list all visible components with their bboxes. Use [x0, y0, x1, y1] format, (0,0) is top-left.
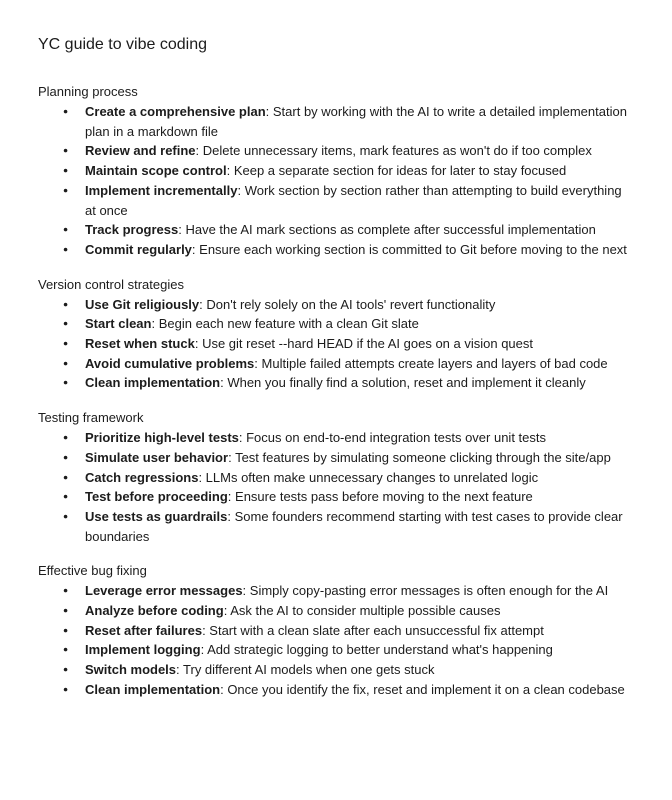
bullet-label: Commit regularly — [85, 241, 192, 257]
section-version-control-strategies — [38, 275, 634, 394]
bullet-desc: Start by working with the AI to write a detailed implementation plan in a markdown file — [85, 104, 627, 139]
bullet-separator: : — [176, 662, 184, 678]
list-item — [85, 487, 634, 507]
bullet-desc: Ask the AI to consider multiple possible causes — [230, 603, 501, 619]
list-item — [85, 640, 634, 660]
bullet-separator: : — [191, 241, 200, 257]
list-item — [85, 141, 634, 161]
bullet-desc: Multiple failed attempts create layers and layers of bad code — [261, 355, 608, 371]
list-item — [85, 601, 634, 621]
list-item — [85, 373, 634, 393]
bullet-separator: : — [228, 449, 236, 465]
section-planning-process — [38, 82, 634, 260]
section-heading: Effective bug fixing — [38, 563, 147, 579]
bullet-label: Maintain scope control — [85, 163, 227, 179]
list-item — [85, 334, 634, 354]
bullet-label: Reset when stuck — [85, 336, 195, 352]
bullet-list — [38, 295, 634, 394]
bullet-list — [38, 102, 634, 260]
list-item — [85, 468, 634, 488]
bullet-separator: : — [265, 104, 273, 119]
section-heading: Planning process — [38, 84, 138, 99]
bullet-list — [38, 428, 634, 546]
bullet-label: Leverage error messages — [85, 583, 243, 599]
bullet-desc: Keep a separate section for ideas for later to stay focused — [233, 163, 567, 179]
list-item — [85, 220, 634, 240]
bullet-desc: Delete unnecessary items, mark features as won't do if too complex — [202, 143, 592, 159]
bullet-label: Switch models — [85, 662, 177, 678]
section-heading: Testing framework — [38, 410, 144, 426]
bullet-desc: Begin each new feature with a clean Git slate — [158, 316, 419, 332]
list-item — [85, 621, 634, 641]
bullet-label: Clean implementation — [85, 375, 221, 391]
page-title: YC guide to vibe coding — [38, 36, 207, 53]
bullet-desc: Work section by section rather than attempting to build everything at once — [85, 182, 622, 218]
list-item — [85, 295, 634, 315]
bullet-separator: : — [151, 316, 159, 332]
bullet-separator: : — [199, 296, 207, 312]
bullet-separator: : — [200, 642, 208, 658]
bullet-separator: : — [254, 355, 262, 371]
bullet-separator: : — [237, 182, 245, 198]
bullet-label: Implement logging — [85, 642, 201, 658]
bullet-separator: : — [223, 603, 231, 619]
list-item — [85, 181, 634, 220]
bullet-label: Simulate user behavior — [85, 449, 229, 465]
bullet-desc: Try different AI models when one gets stuck — [183, 662, 435, 678]
list-item — [85, 507, 634, 546]
bullet-desc: Use git reset --hard HEAD if the AI goes on a vision quest — [202, 336, 534, 352]
bullet-separator: : — [242, 583, 250, 599]
bullet-desc: Don't rely solely on the AI tools' revert functionality — [206, 296, 496, 312]
section-testing-framework — [38, 408, 634, 546]
bullet-label: Review and refine — [85, 143, 196, 159]
list-item — [85, 354, 634, 374]
list-item — [85, 102, 634, 141]
bullet-label: Use Git religiously — [85, 296, 200, 312]
bullet-desc: Focus on end-to-end integration tests over unit tests — [246, 430, 546, 446]
bullet-desc: Once you identify the fix, reset and implement it on a clean codebase — [227, 681, 625, 697]
bullet-separator: : — [227, 489, 236, 505]
bullet-desc: Simply copy-pasting error messages is often enough for the AI — [249, 583, 609, 599]
bullet-label: Implement incrementally — [85, 182, 238, 198]
section-heading: Version control strategies — [38, 276, 184, 292]
list-item — [85, 314, 634, 334]
bullet-label: Avoid cumulative problems — [85, 355, 255, 371]
bullet-separator: : — [226, 163, 234, 179]
list-item — [85, 660, 634, 680]
bullet-separator: : — [198, 469, 206, 485]
bullet-separator: : — [194, 336, 203, 352]
bullet-desc: Add strategic logging to better understand what's happening — [207, 642, 553, 658]
bullet-label: Test before proceeding — [85, 489, 228, 505]
bullet-separator: : — [227, 508, 235, 524]
list-item — [85, 581, 634, 601]
list-item — [85, 680, 634, 700]
bullet-list — [38, 581, 634, 699]
bullet-label: Start clean — [85, 316, 152, 332]
list-item — [85, 161, 634, 181]
list-item — [85, 240, 634, 260]
bullet-label: Prioritize high-level tests — [85, 430, 239, 446]
bullet-label: Catch regressions — [85, 469, 199, 485]
bullet-desc: Start with a clean slate after each unsuccessful fix attempt — [209, 622, 544, 638]
bullet-desc: Have the AI mark sections as complete after successful implementation — [185, 222, 596, 238]
bullet-label: Use tests as guardrails — [85, 508, 228, 524]
bullet-label: Clean implementation — [85, 681, 221, 697]
bullet-label: Create a comprehensive plan — [85, 104, 266, 119]
bullet-label: Reset after failures — [85, 622, 203, 638]
bullet-separator: : — [220, 681, 228, 697]
bullet-desc: Some founders recommend starting with test cases to provide clear boundaries — [85, 508, 623, 544]
list-item — [85, 448, 634, 468]
bullet-desc: When you finally find a solution, reset and implement it cleanly — [227, 375, 586, 391]
bullet-separator: : — [220, 375, 228, 391]
bullet-label: Track progress — [85, 222, 179, 238]
bullet-desc: Ensure each working section is committed to Git before moving to the next — [199, 241, 627, 257]
bullet-desc: Ensure tests pass before moving to the next feature — [235, 489, 533, 505]
list-item — [85, 428, 634, 448]
bullet-desc: LLMs often make unnecessary changes to unrelated logic — [205, 469, 539, 485]
bullet-desc: Test features by simulating someone clicking through the site/app — [235, 449, 611, 465]
bullet-separator: : — [202, 622, 210, 638]
bullet-separator: : — [195, 143, 203, 159]
bullet-separator: : — [178, 222, 186, 238]
bullet-separator: : — [238, 430, 247, 446]
bullet-label: Analyze before coding — [85, 603, 224, 619]
section-effective-bug-fixing — [38, 561, 634, 699]
